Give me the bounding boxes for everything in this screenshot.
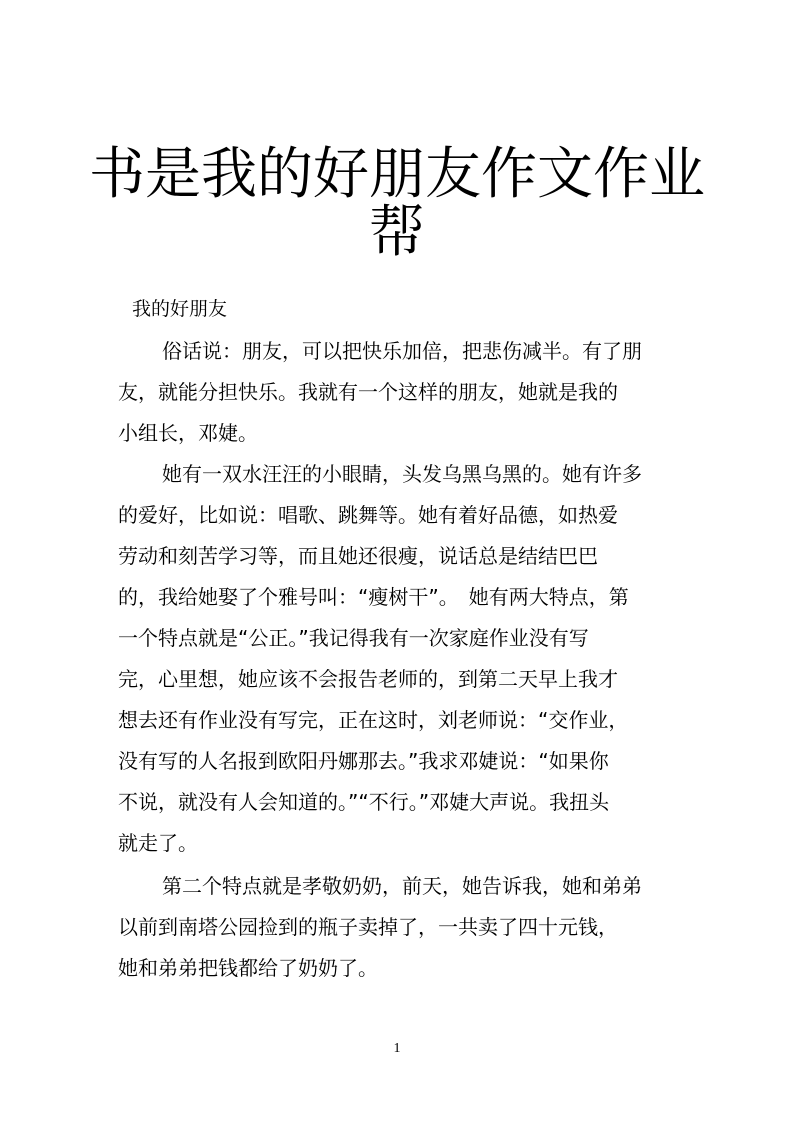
- paragraph-2-line: 完，心里想，她应该不会报告老师的，到第二天早上我才: [118, 667, 618, 691]
- paragraph-1-line: 小组长，邓婕。: [118, 421, 258, 445]
- paragraph-2-line: 就走了。: [118, 831, 198, 855]
- paragraph-2-line: 一个特点就是“公正。”我记得我有一次家庭作业没有写: [118, 626, 589, 650]
- paragraph-2-line: 没有写的人名报到欧阳丹娜那去。”我求邓婕说：“如果你: [118, 749, 609, 773]
- paragraph-2-line: 想去还有作业没有写完，正在这时，刘老师说：“交作业，: [118, 708, 629, 732]
- paragraph-1-line: 俗话说：朋友，可以把快乐加倍，把悲伤减半。有了朋: [162, 339, 642, 363]
- paragraph-3-line: 以前到南塔公园捡到的瓶子卖掉了，一共卖了四十元钱，: [118, 915, 618, 939]
- paragraph-2-line: 不说，就没有人会知道的。”“不行。”邓婕大声说。我扭头: [118, 790, 610, 814]
- paragraph-3-line: 她和弟弟把钱都给了奶奶了。: [118, 956, 378, 980]
- paragraph-1-line: 友，就能分担快乐。我就有一个这样的朋友，她就是我的: [118, 380, 618, 404]
- title-line-2: 帮: [369, 200, 425, 265]
- page-number: 1: [393, 1041, 401, 1056]
- essay-subtitle: 我的好朋友: [132, 298, 228, 320]
- paragraph-2-line: 劳动和刻苦学习等，而且她还很瘦，说话总是结结巴巴: [118, 544, 598, 568]
- paragraph-2-line: 她有一双水汪汪的小眼睛，头发乌黑乌黑的。她有许多: [162, 462, 642, 486]
- paragraph-2-line: 的，我给她娶了个雅号叫：“瘦树干”。 她有两大特点，第: [118, 585, 629, 609]
- paragraph-3-line: 第二个特点就是孝敬奶奶，前天，她告诉我，她和弟弟: [162, 874, 642, 898]
- title-line-1: 书是我的好朋友作文作业: [89, 142, 705, 207]
- paragraph-2-line: 的爱好，比如说：唱歌、跳舞等。她有着好品德，如热爱: [118, 503, 618, 527]
